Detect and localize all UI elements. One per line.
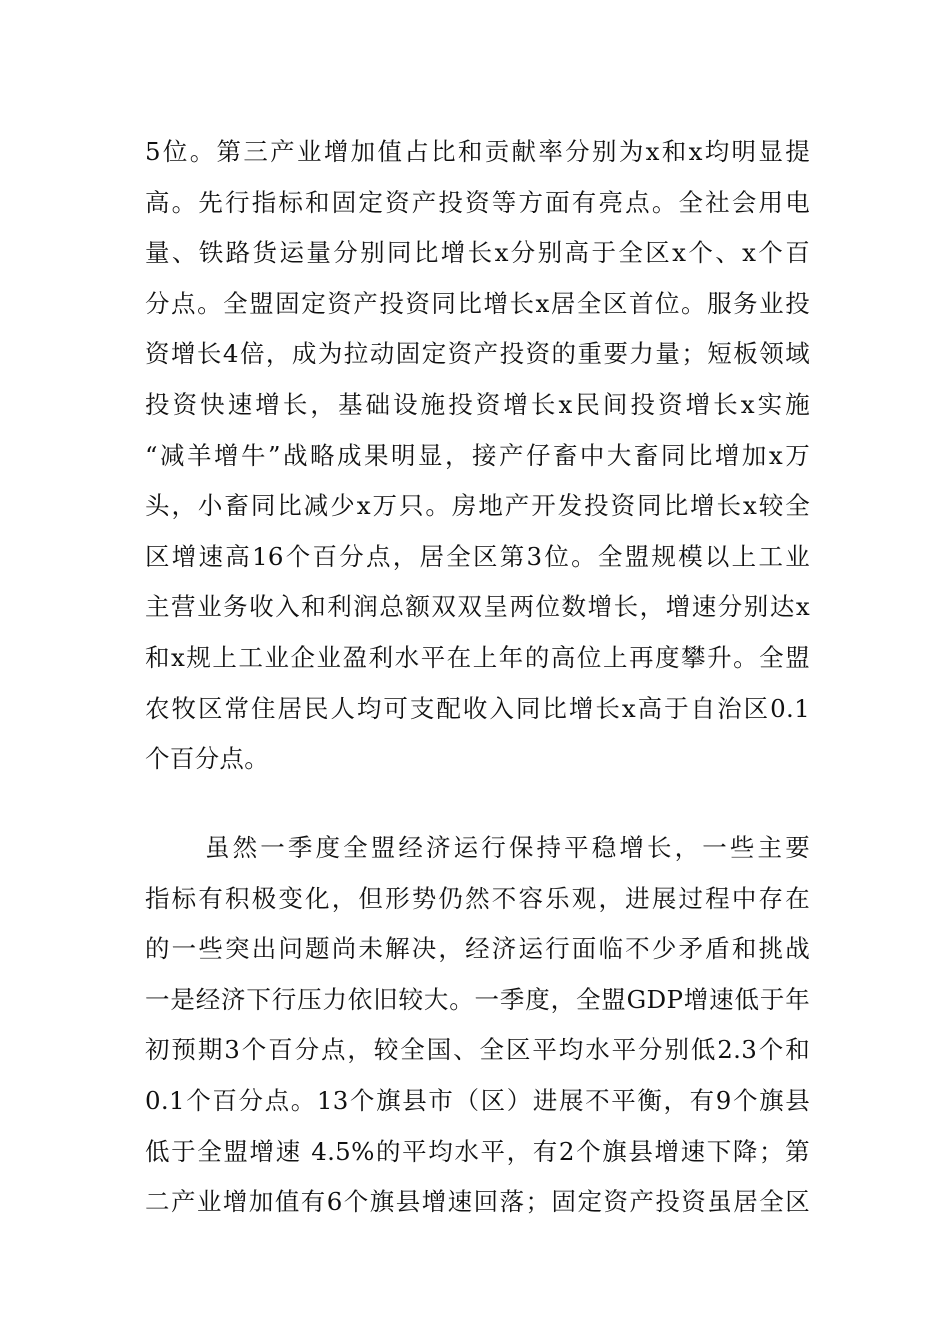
text-line: 虽然一季度全盟经济运行保持平稳增长，一些主要 bbox=[205, 833, 810, 862]
text-line: 农牧区常住居民人均可支配收入同比增长x高于自治区0.1 bbox=[145, 693, 810, 723]
paragraph-1 bbox=[145, 127, 810, 785]
text-line: 主营业务收入和利润总额双双呈两位数增长，增速分别达x bbox=[145, 592, 810, 622]
text-line: 低于全盟增速 4.5%的平均水平，有2个旗县增速下降；第 bbox=[145, 1136, 810, 1166]
text-line: 0.1个百分点。13个旗县市（区）进展不平衡，有9个旗县 bbox=[145, 1085, 810, 1115]
text-line: 个百分点。 bbox=[145, 744, 269, 774]
text-line: 头，小畜同比减少x万只。房地产开发投资同比增长x较全 bbox=[145, 491, 810, 521]
text-line: “减羊增牛”战略成果明显，接产仔畜中大畜同比增加x万 bbox=[145, 440, 810, 470]
text-line: 量、铁路货运量分别同比增长x分别高于全区x个、x个百 bbox=[145, 238, 810, 268]
text-line: 的一些突出问题尚未解决，经济运行面临不少矛盾和挑战 bbox=[145, 934, 810, 964]
text-line: 5位。第三产业增加值占比和贡献率分别为x和x均明显提 bbox=[145, 137, 810, 166]
paragraph-2 bbox=[145, 823, 810, 1228]
text-line: 一是经济下行压力依旧较大。一季度，全盟GDP增速低于年 bbox=[145, 984, 810, 1014]
text-line: 高。先行指标和固定资产投资等方面有亮点。全社会用电 bbox=[145, 187, 810, 217]
text-line: 资增长4倍，成为拉动固定资产投资的重要力量；短板领域 bbox=[145, 339, 810, 369]
text-line: 投资快速增长，基础设施投资增长x民间投资增长x实施 bbox=[145, 389, 810, 419]
text-line: 和x规上工业企业盈利水平在上年的高位上再度攀升。全盟 bbox=[145, 642, 810, 672]
text-line: 二产业增加值有6个旗县增速回落；固定资产投资虽居全区 bbox=[145, 1187, 810, 1217]
text-line: 区增速高16个百分点，居全区第3位。全盟规模以上工业 bbox=[145, 541, 810, 571]
text-line: 指标有积极变化，但形势仍然不容乐观，进展过程中存在 bbox=[145, 883, 810, 913]
text-line: 分点。全盟固定资产投资同比增长x居全区首位。服务业投 bbox=[145, 288, 810, 318]
text-line: 初预期3个百分点，较全国、全区平均水平分别低2.3个和 bbox=[145, 1035, 810, 1065]
